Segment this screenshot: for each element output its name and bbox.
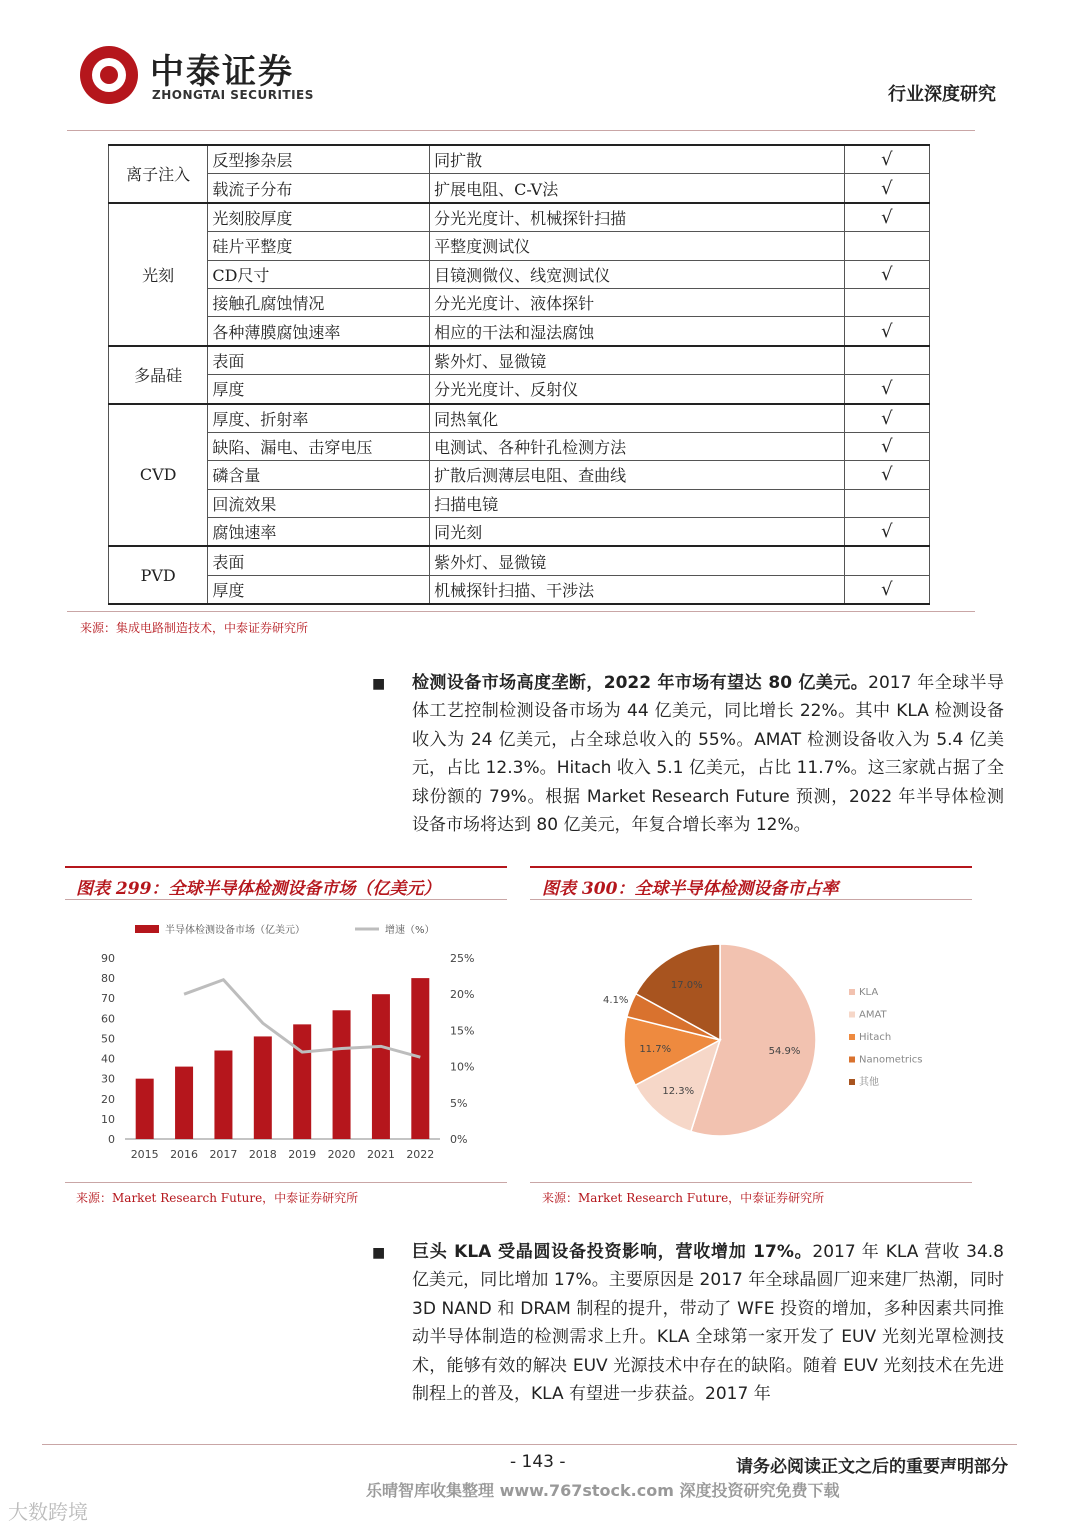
figure-299-top-rule [65, 866, 507, 868]
paragraph-2-body: 2017 年 KLA 营收 34.8 亿美元，同比增加 17%。主要原因是 2017 年全球晶圆厂迎来建厂热潮，同时 3D NAND 和 DRAM 制程的提升，带动了 WFE 投资的增加，多种因素共同推动半导体制造的检测需求上升。KLA 全球第一家开发了 EUV 光刻光罩检测技术，能够有效的解决 EUV 光源技术中存在的缺陷。随着 EUV 光刻技术在先进制程上的普及，KLA 有望进一步获益。2017 年 [412, 1242, 1004, 1405]
table-row [109, 575, 930, 604]
table-row [109, 288, 930, 316]
y2-tick-label: 20% [450, 988, 475, 1002]
table-method: 扩展电阻、C-V法 [430, 174, 845, 203]
y-tick-label: 10 [101, 1112, 115, 1126]
table-method: 分光光度计、机械探针扫描 [430, 203, 845, 232]
table-category: CVD [109, 404, 208, 547]
table-check-mark: √ [844, 375, 929, 404]
paragraph-2-lead: 巨头 KLA 受晶圆设备投资影响，营收增加 17%。 [412, 1242, 813, 1262]
table-row [109, 174, 930, 203]
inspection-table [108, 144, 930, 605]
company-logo [80, 46, 138, 104]
table-check-mark: √ [844, 518, 929, 547]
disclaimer-notice: 请务必阅读正文之后的重要声明部分 [736, 1457, 1008, 1477]
table-check-mark: √ [844, 404, 929, 433]
table-method: 电测试、各种针孔检测方法 [430, 432, 845, 460]
table-method: 机械探针扫描、干涉法 [430, 575, 845, 604]
paragraph-1-lead: 检测设备市场高度垄断，2022 年市场有望达 80 亿美元。 [412, 673, 869, 693]
table-row [109, 432, 930, 460]
bar [333, 1010, 351, 1139]
x-tick-label: 2017 [209, 1148, 238, 1161]
pie-legend-label: AMAT [859, 1009, 887, 1021]
y2-tick-label: 15% [450, 1024, 475, 1038]
pie-legend-swatch [849, 1034, 855, 1040]
brand-name-en: ZHONGTAI SECURITIES [152, 88, 314, 102]
x-tick-label: 2021 [366, 1148, 395, 1161]
x-tick-label: 2018 [248, 1148, 277, 1161]
pie-data-label: 11.7% [639, 1043, 672, 1055]
figure-300-source: 来源：Market Research Future，中泰证券研究所 [542, 1191, 825, 1205]
table-row [109, 375, 930, 404]
page-number: - 143 - [510, 1452, 566, 1472]
table-category: 光刻 [109, 203, 208, 346]
brand-name-cn: 中泰证券 [150, 52, 294, 92]
bar [254, 1036, 272, 1139]
figure-299-title: 图表 299：全球半导体检测设备市场（亿美元） [76, 879, 441, 899]
market-share-pie-chart [530, 905, 972, 1175]
table-check-mark [844, 288, 929, 316]
figure-299-source: 来源：Market Research Future，中泰证券研究所 [76, 1191, 359, 1205]
legend-bar-label: 半导体检测设备市场（亿美元） [165, 925, 305, 936]
x-tick-label: 2022 [406, 1148, 435, 1161]
table-check-mark: √ [844, 575, 929, 604]
table-item: 接触孔腐蚀情况 [208, 288, 430, 316]
pie-data-label: 4.1% [603, 995, 629, 1007]
table-item: 表面 [208, 546, 430, 575]
table-method: 同热氧化 [430, 404, 845, 433]
bar [214, 1051, 232, 1139]
y-tick-label: 70 [101, 992, 115, 1006]
table-method: 相应的干法和湿法腐蚀 [430, 317, 845, 346]
x-tick-label: 2016 [170, 1148, 199, 1161]
y-tick-label: 0 [108, 1133, 115, 1146]
table-item: 厚度 [208, 575, 430, 604]
table-check-mark [844, 489, 929, 517]
paragraph-1 [412, 669, 1004, 839]
legend-bar-swatch [135, 925, 159, 933]
figure-300-title-rule [530, 899, 972, 900]
bar [411, 978, 429, 1139]
market-bar-chart [65, 905, 507, 1175]
table-item: 厚度、折射率 [208, 404, 430, 433]
y-tick-label: 30 [101, 1072, 115, 1086]
table-row [109, 546, 930, 575]
table-item: 厚度 [208, 375, 430, 404]
pie-legend-swatch [849, 1079, 855, 1085]
table-check-mark [844, 232, 929, 260]
header-divider [67, 130, 975, 131]
table-row [109, 404, 930, 433]
figure-300-title: 图表 300：全球半导体检测设备市占率 [542, 879, 839, 899]
table-source: 来源：集成电路制造技术，中泰证券研究所 [80, 621, 309, 635]
table-item: 腐蚀速率 [208, 518, 430, 547]
table-check-mark: √ [844, 461, 929, 489]
table-category: 多晶硅 [109, 346, 208, 404]
table-row [109, 461, 930, 489]
table-item: 表面 [208, 346, 430, 375]
table-row [109, 260, 930, 288]
figure-299-source-rule [65, 1182, 507, 1183]
x-tick-label: 2019 [288, 1148, 317, 1161]
bar [136, 1079, 154, 1139]
table-row [109, 145, 930, 174]
y-tick-label: 40 [101, 1052, 115, 1066]
table-row [109, 518, 930, 547]
table-category: PVD [109, 546, 208, 604]
watermark-logo-text: 大数跨境 [8, 1500, 88, 1524]
footer-divider [42, 1444, 1017, 1445]
table-item: 各种薄膜腐蚀速率 [208, 317, 430, 346]
bar [293, 1024, 311, 1139]
y2-tick-label: 5% [450, 1096, 468, 1110]
table-method: 紫外灯、显微镜 [430, 346, 845, 375]
table-item: 载流子分布 [208, 174, 430, 203]
y-tick-label: 90 [101, 952, 115, 965]
pie-data-label: 12.3% [662, 1086, 695, 1098]
figure-300-source-rule [530, 1182, 972, 1183]
table-check-mark: √ [844, 432, 929, 460]
table-item: CD尺寸 [208, 260, 430, 288]
pie-data-label: 54.9% [768, 1046, 801, 1058]
y-tick-label: 60 [101, 1012, 115, 1026]
table-check-mark: √ [844, 174, 929, 203]
table-row [109, 489, 930, 517]
pie-legend-label: KLA [859, 987, 879, 998]
pie-legend-swatch [849, 1012, 855, 1018]
table-item: 反型掺杂层 [208, 145, 430, 174]
table-method: 平整度测试仪 [430, 232, 845, 260]
table-method: 目镜测微仪、线宽测试仪 [430, 260, 845, 288]
paragraph-2 [412, 1238, 1004, 1408]
table-row [109, 203, 930, 232]
y-tick-label: 80 [101, 972, 115, 986]
table-method: 扩散后测薄层电阻、查曲线 [430, 461, 845, 489]
table-source-divider [67, 611, 975, 612]
table-method: 同光刻 [430, 518, 845, 547]
report-type: 行业深度研究 [888, 84, 996, 105]
table-check-mark: √ [844, 203, 929, 232]
pie-legend-label: 其他 [859, 1077, 879, 1088]
y2-tick-label: 0% [450, 1133, 468, 1146]
figure-300-top-rule [530, 866, 972, 868]
table-check-mark [844, 346, 929, 375]
table-row [109, 346, 930, 375]
pie-legend-label: Nanometrics [859, 1054, 923, 1066]
table-check-mark: √ [844, 317, 929, 346]
table-check-mark: √ [844, 260, 929, 288]
bar [175, 1067, 193, 1139]
legend-line-label: 增速（%） [385, 925, 435, 936]
bullet-2: ■ [372, 1245, 386, 1261]
y2-tick-label: 25% [450, 952, 475, 965]
table-item: 回流效果 [208, 489, 430, 517]
table-item: 光刻胶厚度 [208, 203, 430, 232]
table-check-mark [844, 546, 929, 575]
table-row [109, 317, 930, 346]
bar [372, 994, 390, 1139]
x-tick-label: 2020 [327, 1148, 356, 1161]
y2-tick-label: 10% [450, 1060, 475, 1074]
table-method: 紫外灯、显微镜 [430, 546, 845, 575]
pie-legend-swatch [849, 989, 855, 995]
table-method: 分光光度计、反射仪 [430, 375, 845, 404]
watermark-text: 乐晴智库收集整理 www.767stock.com 深度投资研究免费下载 [366, 1481, 840, 1500]
bullet-1: ■ [372, 676, 386, 692]
figure-299-title-rule [65, 899, 507, 900]
pie-data-label: 17.0% [670, 979, 703, 991]
table-category: 离子注入 [109, 145, 208, 203]
table-item: 缺陷、漏电、击穿电压 [208, 432, 430, 460]
table-item: 磷含量 [208, 461, 430, 489]
paragraph-1-body: 2017 年全球半导体工艺控制检测设备市场为 44 亿美元，同比增长 22%。其中 KLA 检测设备收入为 24 亿美元，占全球总收入的 55%。AMAT 检测设备收入为 5.4 亿美元，占比 12.3%。Hitach 收入 5.1 亿美元，占比 11.7%。这三家就占据了全球份额的 79%。根据 Market Research Future 预测，2022 年半导体检测设备市场将达到 80 亿美元，年复合增长率为 12%。 [412, 673, 1004, 836]
table-method: 扫描电镜 [430, 489, 845, 517]
table-check-mark: √ [844, 145, 929, 174]
table-method: 分光光度计、液体探针 [430, 288, 845, 316]
y-tick-label: 50 [101, 1032, 115, 1046]
pie-legend-swatch [849, 1057, 855, 1063]
table-method: 同扩散 [430, 145, 845, 174]
table-item: 硅片平整度 [208, 232, 430, 260]
pie-legend-label: Hitach [859, 1032, 892, 1043]
y-tick-label: 20 [101, 1092, 115, 1106]
table-row [109, 232, 930, 260]
x-tick-label: 2015 [130, 1148, 159, 1161]
